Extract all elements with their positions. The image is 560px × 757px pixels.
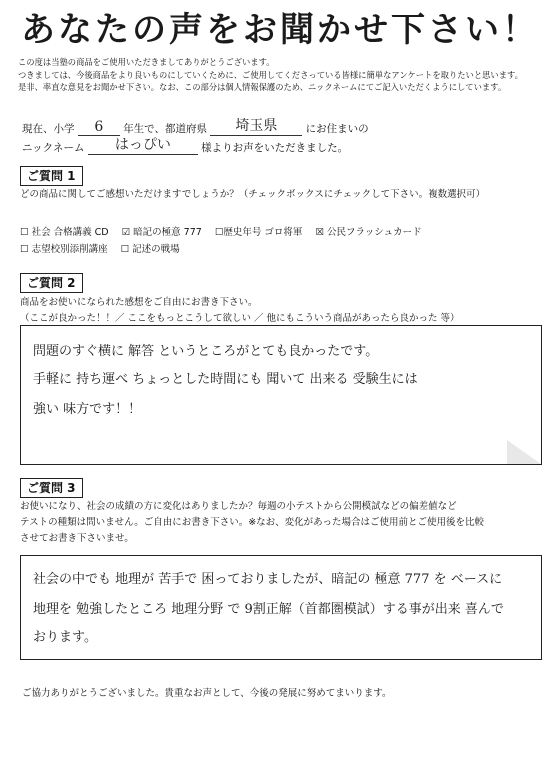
nickname-label: ニックネーム — [22, 142, 85, 154]
respondent-line-1 — [22, 115, 369, 136]
grade-prefix: 現在、小学 — [22, 123, 75, 135]
answer-3-line: 地理を 勉強したところ 地理分野 で 9割正解（首都圏模試）する事が出来 喜んで — [33, 602, 504, 617]
option-shiboko-tensaku[interactable] — [20, 244, 108, 255]
question-2-label: ご質問 2 — [20, 273, 83, 293]
question-2-text: 商品をお使いになられた感想をご自由にお書き下さい。 — [20, 297, 258, 308]
question-3-label: ご質問 3 — [20, 478, 83, 498]
question-2-hint: （ここが良かった！！／ ここをもっとこうして欲しい ／ 他にもこういう商品があったら良かった 等） — [20, 313, 460, 324]
question-1-label: ご質問 1 — [20, 166, 83, 186]
checkbox-icon: ☒ — [315, 227, 324, 238]
option-label: 志望校別添削講座 — [31, 244, 108, 255]
page-title: あなたの声をお聞かせ下さい！ — [21, 10, 539, 50]
option-label: 記述の戦場 — [132, 244, 180, 255]
option-civics-flashcard[interactable] — [315, 227, 421, 238]
answer-3-line: おります。 — [33, 630, 97, 645]
option-kijutsu-senjo[interactable] — [121, 244, 180, 255]
option-social-cd[interactable] — [20, 227, 109, 238]
answer-box-2[interactable] — [20, 325, 542, 465]
option-label: 暗記の極意 777 — [133, 227, 202, 238]
q1-options-row-1 — [20, 224, 432, 238]
option-history-goro[interactable] — [215, 227, 303, 238]
answer-box-3[interactable] — [20, 555, 542, 660]
intro-text — [18, 56, 548, 94]
footer-thanks: ご協力ありがとうございました。貴重なお声として、今後の発展に努めてまいります。 — [22, 688, 392, 699]
intro-line: つきましては、今後商品をより良いものにしていくために、ご使用してくださっている皆様に簡単なアンケートを取りたいと思います。 — [18, 69, 523, 80]
option-label: 社会 合格講義 CD — [31, 227, 109, 238]
checkbox-checked-icon: ☑ — [121, 227, 131, 238]
option-label: 公民フラッシュカード — [327, 227, 422, 238]
grade-field: 6 — [78, 119, 120, 136]
checkbox-icon: ☐ — [120, 244, 130, 255]
respondent-line-2 — [22, 134, 348, 155]
nickname-suffix: 様よりお声をいただきました。 — [201, 142, 349, 154]
prefecture-field: 埼玉県 — [210, 115, 302, 136]
grade-suffix: 年生で、都道府県 — [123, 123, 207, 135]
intro-line: 是非、率直な意見をお聞かせ下さい。なお、この部分は個人情報保護のため、ニックネームにてご記入いただくようにしています。 — [18, 82, 507, 92]
question-3-line: させてお書き下さいませ。 — [20, 533, 134, 544]
q1-options-row-2 — [20, 241, 190, 255]
question-3-line: テストの種類は問いません。ご自由にお書き下さい。※なお、変化があった場合はご使用前とご使用後を比較 — [20, 517, 485, 528]
prefecture-suffix: にお住まいの — [305, 123, 369, 135]
page-curl — [507, 440, 541, 464]
answer-2-line: 強い 味方です！！ — [33, 402, 142, 417]
question-1-text: どの商品に関してご感想いただけますでしょうか？（チェックボックスにチェックして下さい。複数選択可） — [20, 189, 486, 200]
checkbox-icon: ☐ — [20, 227, 29, 238]
question-3-text — [20, 499, 484, 547]
answer-2-line: 手軽に 持ち運べ ちょっとした時間にも 聞いて 出来る 受験生には — [33, 372, 418, 387]
intro-line: この度は当塾の商品をご使用いただきましてありがとうございます。 — [18, 57, 275, 67]
question-3-line: お使いになり、社会の成績の方に変化はありましたか？毎週の小テストから公開模試などの偏差値など — [20, 501, 457, 512]
answer-2-line: 問題のすぐ横に 解答 というところがとても良かったです。 — [33, 344, 379, 359]
answer-3-line: 社会の中でも 地理が 苦手で 困っておりましたが、暗記の 極意 777 を ベースに — [33, 572, 503, 587]
checkbox-icon: ☐ — [20, 244, 29, 255]
nickname-field: はっぴい — [88, 134, 198, 155]
checkbox-icon: ☐ — [214, 227, 224, 238]
option-anki-777[interactable] — [122, 227, 202, 238]
option-label: 歴史年号 ゴロ将軍 — [223, 227, 303, 238]
